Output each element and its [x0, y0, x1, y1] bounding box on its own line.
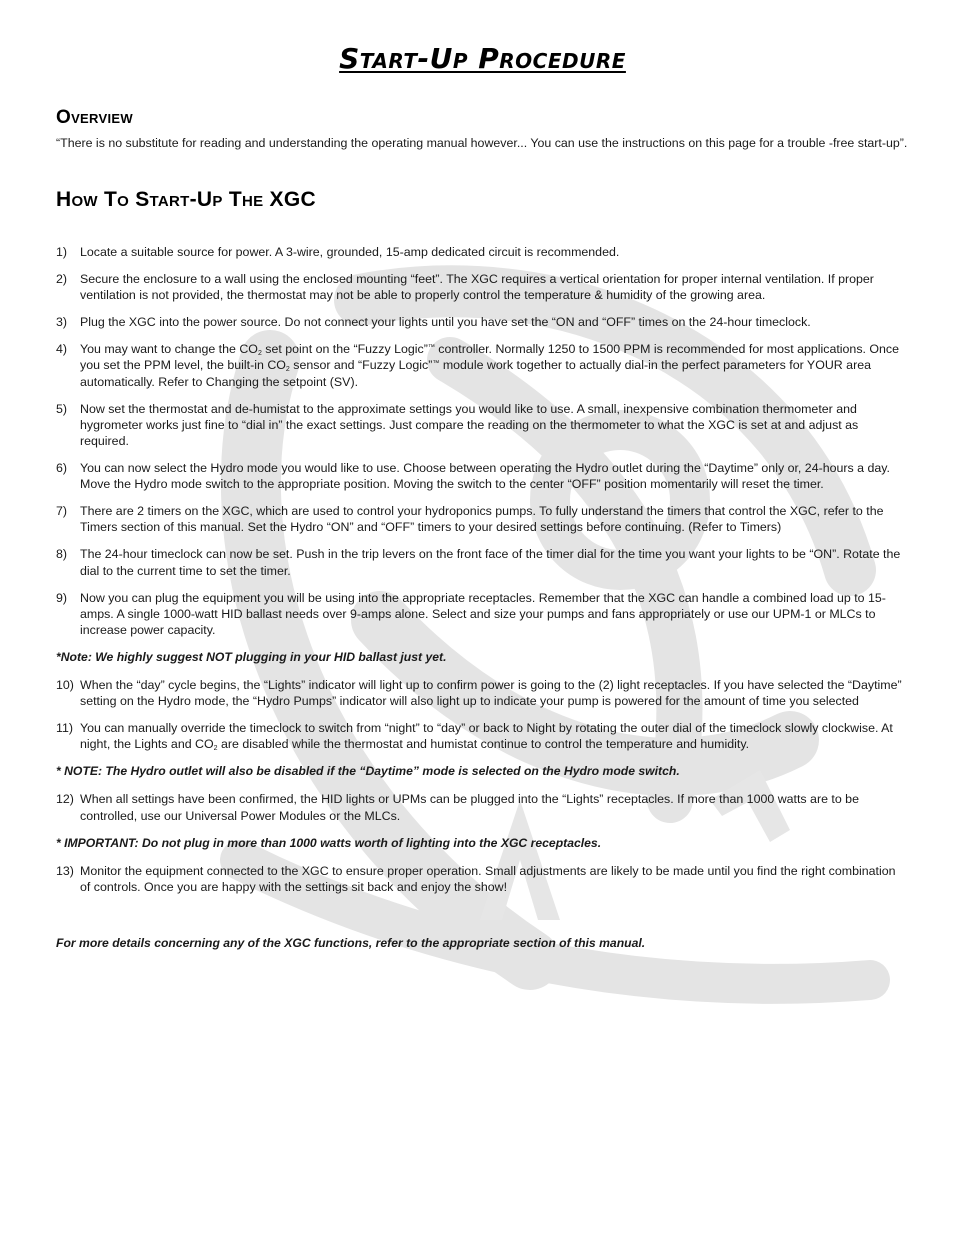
- step-number: 8): [56, 547, 68, 562]
- step-text: There are 2 timers on the XGC, which are used to control your hydroponics pumps. To fully understand the timers that control the XGC, refer to the Timers section of this manual. Set the Hydro “ON” and “OFF” timers to your desired settings before continuing. (Refer to Timers): [80, 504, 884, 535]
- trademark-mark: ™: [432, 360, 440, 368]
- page-title: Start-Up Procedure: [339, 42, 626, 75]
- subscript: 2: [285, 366, 290, 374]
- step-text: When all settings have been confirmed, the HID lights or UPMs can be plugged into the “Lights” receptacles. If more than 1000 watts are to be controlled, use our Universal Power Modules or the MLCs.: [80, 792, 859, 823]
- step-number: 9): [56, 590, 68, 605]
- step-number: 7): [56, 504, 68, 519]
- step-2: [56, 271, 909, 303]
- step-number: 11): [56, 721, 73, 736]
- step-number: 1): [56, 245, 68, 259]
- step-8: [56, 546, 909, 578]
- step-7: [56, 503, 909, 535]
- step-text-part: set point on the “Fuzzy Logic”: [261, 342, 428, 357]
- howto-heading: How To Start-Up The XGC: [56, 188, 316, 211]
- step-text: [80, 341, 909, 390]
- step-1: [56, 244, 909, 260]
- step-number: 3): [56, 315, 68, 330]
- step-number: 4): [56, 342, 68, 357]
- step-number: 5): [56, 401, 68, 416]
- step-11: [56, 720, 909, 752]
- step-text: The 24-hour timeclock can now be set. Push in the trip levers on the front face of the timer dial for the time you want your lights to be “ON”. Rotate the dial to the current time to set the timer.: [80, 547, 901, 578]
- step-text: You can now select the Hydro mode you would like to use. Choose between operating the Hydro outlet during the “Daytime” only or, 24-hours a day. Move the Hydro mode switch to the appropriate position. Moving the switch to the center “OFF” position momentarily will reset the timer.: [80, 461, 890, 492]
- step-13: [56, 863, 909, 895]
- step-3: [56, 314, 909, 330]
- step-text-part: controller. Normally 1250 to 1500 PPM is recommended for most applications. Once you set the PPM level, the built-in CO: [80, 342, 900, 373]
- step-text: Locate a suitable source for power. A 3-wire, grounded, 15-amp dedicated circuit is recommended.: [80, 245, 620, 259]
- step-4: [56, 341, 909, 390]
- step-text-part: You can manually override the timeclock to switch from “night” to “day” or back to Night by rotating the outer dial of the timeclock slowly clockwise. At night, the Lights and CO: [80, 721, 893, 752]
- step-text: Plug the XGC into the power source. Do not connect your lights until you have set the “ON and “OFF” times on the 24-hour timeclock.: [80, 315, 811, 330]
- step-number: 12): [56, 792, 74, 807]
- step-text: Now set the thermostat and de-humistat to the approximate settings you would like to use. A small, inexpensive combination thermometer and hygrometer works just fine to “dial in” the exact settings. Just compare the reading on the thermometer to what the XGC is set at and adjust as required.: [80, 401, 859, 449]
- step-text: When the “day” cycle begins, the “Lights” indicator will light up to confirm power is going to the (2) light receptacles. If you have selected the “Daytime” setting on the Hydro mode, the “Hydro Pumps” indicator will also light up to indicate your pump is powered for the amount of time you selected: [80, 678, 902, 709]
- step-number: 10): [56, 678, 74, 693]
- subscript: 2: [213, 745, 218, 753]
- step-text-part: sensor and “Fuzzy Logic”: [289, 358, 433, 373]
- step-10: [56, 677, 909, 709]
- step-text: [80, 720, 909, 752]
- step-text-part: You may want to change the CO: [80, 342, 258, 357]
- overview-heading: Overview: [56, 107, 133, 128]
- step-number: 13): [56, 863, 74, 878]
- step-6: [56, 460, 909, 492]
- step-9: [56, 590, 909, 639]
- step-number: 6): [56, 461, 68, 476]
- note-important-watts: * IMPORTANT: Do not plug in more than 1000 watts worth of lighting into the XGC receptacles.: [56, 835, 602, 850]
- footer-note: For more details concerning any of the XGC functions, refer to the appropriate section of this manual.: [56, 936, 646, 951]
- step-12: [56, 791, 909, 823]
- note-hydro-outlet: * NOTE: The Hydro outlet will also be disabled if the “Daytime” mode is selected on the Hydro mode switch.: [56, 764, 680, 779]
- subscript: 2: [257, 350, 262, 358]
- overview-text: “There is no substitute for reading and understanding the operating manual however... You can use the instructions on this page for a trouble -free start-up”.: [56, 136, 908, 150]
- step-text-part: are disabled while the thermostat and humistat continue to control the temperature and humidity.: [217, 737, 750, 752]
- step-5: [56, 401, 909, 450]
- step-text: Monitor the equipment connected to the XGC to ensure proper operation. Small adjustments are likely to be made until you find the right combination of controls. Once you are happy with the settings sit back and enjoy the show!: [80, 863, 896, 894]
- step-text: Secure the enclosure to a wall using the enclosed mounting “feet”. The XGC requires a vertical orientation for proper internal ventilation. If proper ventilation is not provided, the thermostat may not be able to properly control the temperature & humidity of the growing area.: [80, 272, 874, 303]
- step-text-part: module work together to actually dial-in the perfect parameters for YOUR area automatically. Refer to Changing the setpoint (SV).: [80, 358, 871, 389]
- note-hid-ballast: *Note: We highly suggest NOT plugging in your HID ballast just yet.: [56, 650, 447, 665]
- step-number: 2): [56, 272, 68, 286]
- trademark-mark: ™: [427, 344, 435, 352]
- step-text: Now you can plug the equipment you will be using into the appropriate receptacles. Remember that the XGC can handle a combined load up to 15-amps. A single 1000-watt HID ballast needs over 9-amps alone. Select and size your pumps and fans appropriately or use our UPM-1 or MLCs to increase power capacity.: [80, 590, 886, 638]
